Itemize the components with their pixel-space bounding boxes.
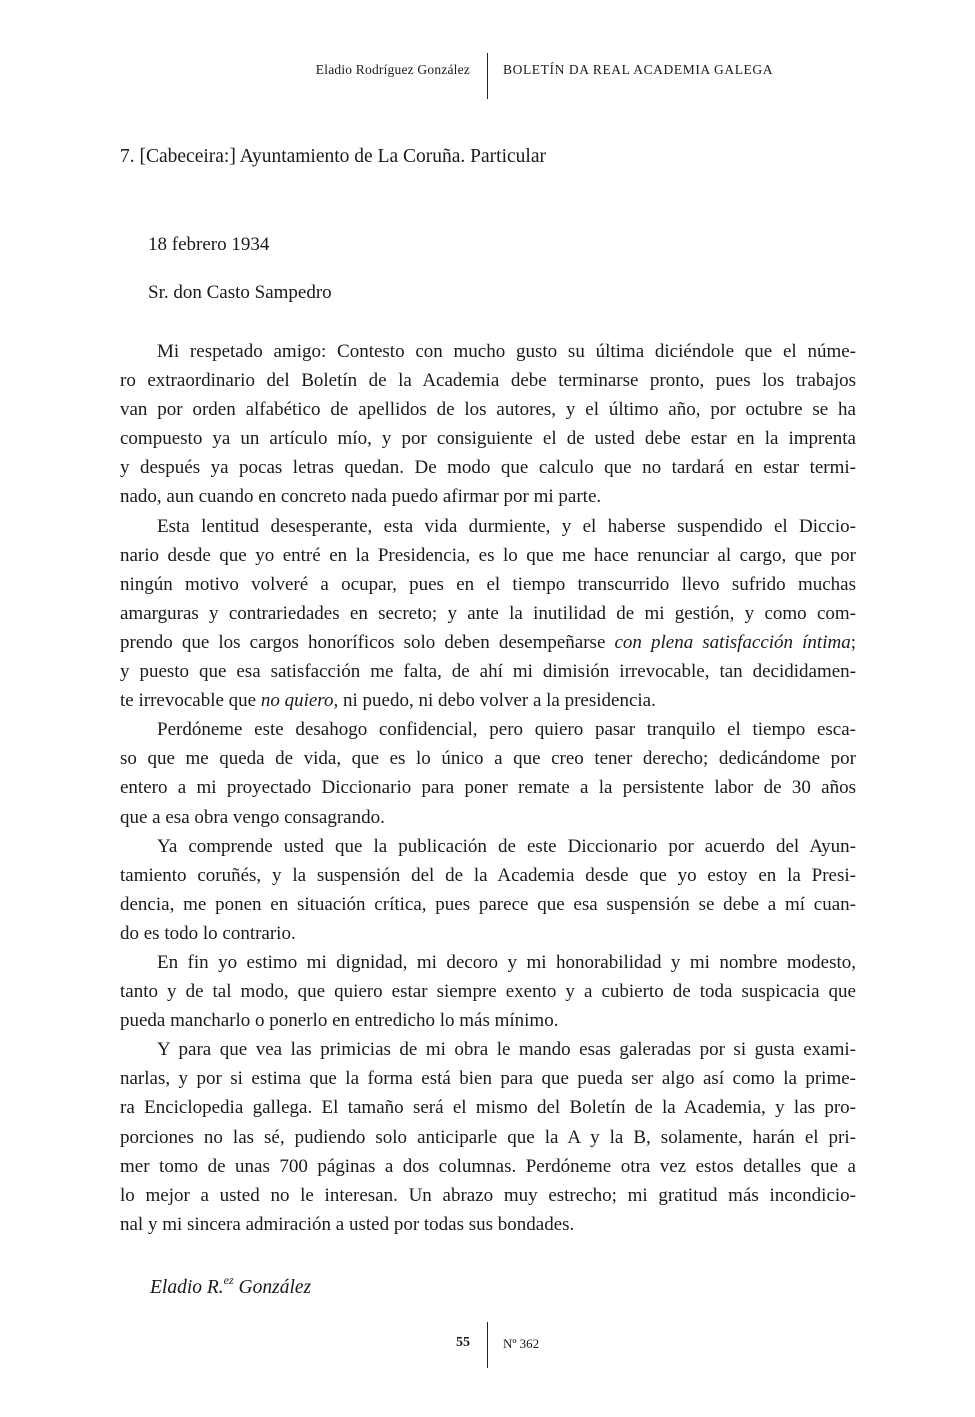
footer-divider <box>487 1322 488 1368</box>
text-line <box>120 1210 856 1239</box>
text-segment: ra Enciclopedia gallega. El tamaño será el mismo del Boletín de la Academia, y las pro- <box>120 1097 856 1119</box>
text-segment: ro extraordinario del Boletín de la Academia debe terminarse pronto, pues los trabajos <box>120 370 856 392</box>
text-segment: nario desde que yo entré en la Presidencia, es lo que me hace renunciar al cargo, que por <box>120 544 856 566</box>
text-line <box>120 1123 856 1152</box>
text-segment: amarguras y contrariedades en secreto; y ante la inutilidad de mi gestión, y como com- <box>120 602 856 624</box>
text-line <box>120 773 856 802</box>
text-segment: y puesto que esa satisfacción me falta, de ahí mi dimisión irrevocable, tan decididamen- <box>120 661 856 683</box>
text-line <box>120 686 856 715</box>
running-header-journal: BOLETÍN DA REAL ACADEMIA GALEGA <box>503 62 774 77</box>
text-segment: do es todo lo contrario. <box>120 922 296 944</box>
letter-body <box>120 337 856 1239</box>
paragraph <box>120 512 856 716</box>
text-line <box>120 599 856 628</box>
text-segment: Esta lentitud desesperante, esta vida durmiente, y el haberse suspendido el Diccio- <box>157 515 856 537</box>
italic-text: con plena satisfacción íntima <box>614 631 851 653</box>
header-divider <box>487 53 488 99</box>
text-line <box>120 919 856 948</box>
text-segment: tamiento coruñés, y la suspensión del de la Academia desde que yo estoy en la Presi- <box>120 864 856 886</box>
issue-number: Nº 362 <box>503 1336 540 1351</box>
text-segment: porciones no las sé, pudiendo solo anticiparle que la A y la B, solamente, harán el pri- <box>120 1126 856 1148</box>
text-line <box>120 977 856 1006</box>
signature-superscript: ez <box>223 1273 234 1287</box>
text-segment: pueda mancharlo o ponerlo en entredicho lo más mínimo. <box>120 1010 559 1032</box>
text-segment: lo mejor a usted no le interesan. Un abrazo muy estrecho; mi gratitud más incondicio- <box>120 1184 856 1206</box>
text-line <box>120 395 856 424</box>
text-line <box>120 832 856 861</box>
text-segment: te irrevocable que <box>120 690 261 712</box>
text-segment: nado, aun cuando en concreto nada puedo afirmar por mi parte. <box>120 486 602 508</box>
text-segment: ningún motivo volveré a ocupar, pues en el tiempo transcurrido llevo sufrido muchas <box>120 573 856 595</box>
text-segment: Ya comprende usted que la publicación de este Diccionario por acuerdo del Ayun- <box>157 835 856 857</box>
text-line <box>120 337 856 366</box>
text-segment: Mi respetado amigo: Contesto con mucho gusto su última diciéndole que el núme- <box>157 341 856 362</box>
text-line <box>120 570 856 599</box>
text-segment: nal y mi sincera admiración a usted por todas sus bondades. <box>120 1213 575 1235</box>
paragraph <box>120 1035 856 1239</box>
signature-name: Eladio R. <box>150 1277 224 1298</box>
text-line <box>120 628 856 657</box>
text-segment: narlas, y por si estima que la forma está bien para que pueda ser algo así como la prime- <box>120 1068 856 1090</box>
text-line <box>120 482 856 511</box>
text-line <box>120 1064 856 1093</box>
text-segment: En fin yo estimo mi dignidad, mi decoro y mi honorabilidad y mi nombre modesto, <box>157 951 856 973</box>
paragraph <box>120 715 856 831</box>
text-segment: so que me queda de vida, que es lo único a que creo tener derecho; dedicándome por <box>120 748 856 770</box>
text-line <box>120 1152 856 1181</box>
letter-signature <box>150 1273 311 1299</box>
document-title: 7. [Cabeceira:] Ayuntamiento de La Coruña. Particular <box>120 146 546 167</box>
text-segment: entero a mi proyectado Diccionario para poner remate a la persistente labor de 30 años <box>120 777 856 799</box>
paragraph <box>120 337 856 512</box>
text-line <box>120 1181 856 1210</box>
text-segment: mer tomo de unas 700 páginas a dos columnas. Perdóneme otra vez estos detalles que a <box>120 1155 856 1177</box>
italic-text: no quiero <box>260 690 334 712</box>
text-segment: y después ya pocas letras quedan. De modo que calculo que no tardará en estar termi- <box>120 457 856 479</box>
text-line <box>120 424 856 453</box>
text-segment: tanto y de tal modo, que quiero estar siempre exento y a cubierto de toda suspicacia que <box>120 981 856 1003</box>
text-line <box>120 744 856 773</box>
letter-addressee: Sr. don Casto Sampedro <box>148 282 332 303</box>
paragraph <box>120 832 856 948</box>
text-line <box>120 861 856 890</box>
text-segment: van por orden alfabético de apellidos de los autores, y el último año, por octubre se ha <box>120 399 856 421</box>
text-segment: que a esa obra vengo consagrando. <box>120 806 385 828</box>
text-segment: compuesto ya un artículo mío, y por consiguiente el de usted debe estar en la imprenta <box>120 428 856 450</box>
text-segment: ; <box>850 631 856 653</box>
text-line <box>120 1006 856 1035</box>
text-line <box>120 1035 856 1064</box>
paragraph <box>120 948 856 1035</box>
text-line <box>120 1093 856 1122</box>
text-segment: dencia, me ponen en situación crítica, pues parece que esa suspensión se debe a mí cuan- <box>120 893 856 915</box>
text-line <box>120 512 856 541</box>
text-line <box>120 890 856 919</box>
text-line <box>120 715 856 744</box>
text-segment: Perdóneme este desahogo confidencial, pero quiero pasar tranquilo el tiempo esca- <box>157 719 856 741</box>
text-segment: Y para que vea las primicias de mi obra le mando esas galeradas por si gusta exami- <box>157 1039 856 1061</box>
page-number: 55 <box>456 1335 470 1350</box>
text-line <box>120 948 856 977</box>
signature-surname: González <box>233 1277 312 1298</box>
text-line <box>120 541 856 570</box>
letter-date: 18 febrero 1934 <box>148 234 270 255</box>
text-line <box>120 366 856 395</box>
running-header-author: Eladio Rodríguez González <box>315 62 470 77</box>
text-line <box>120 803 856 832</box>
text-line <box>120 453 856 482</box>
text-segment: prendo que los cargos honoríficos solo deben desempeñarse <box>120 631 615 653</box>
text-line <box>120 657 856 686</box>
text-segment: , ni puedo, ni debo volver a la presidencia. <box>333 690 656 712</box>
